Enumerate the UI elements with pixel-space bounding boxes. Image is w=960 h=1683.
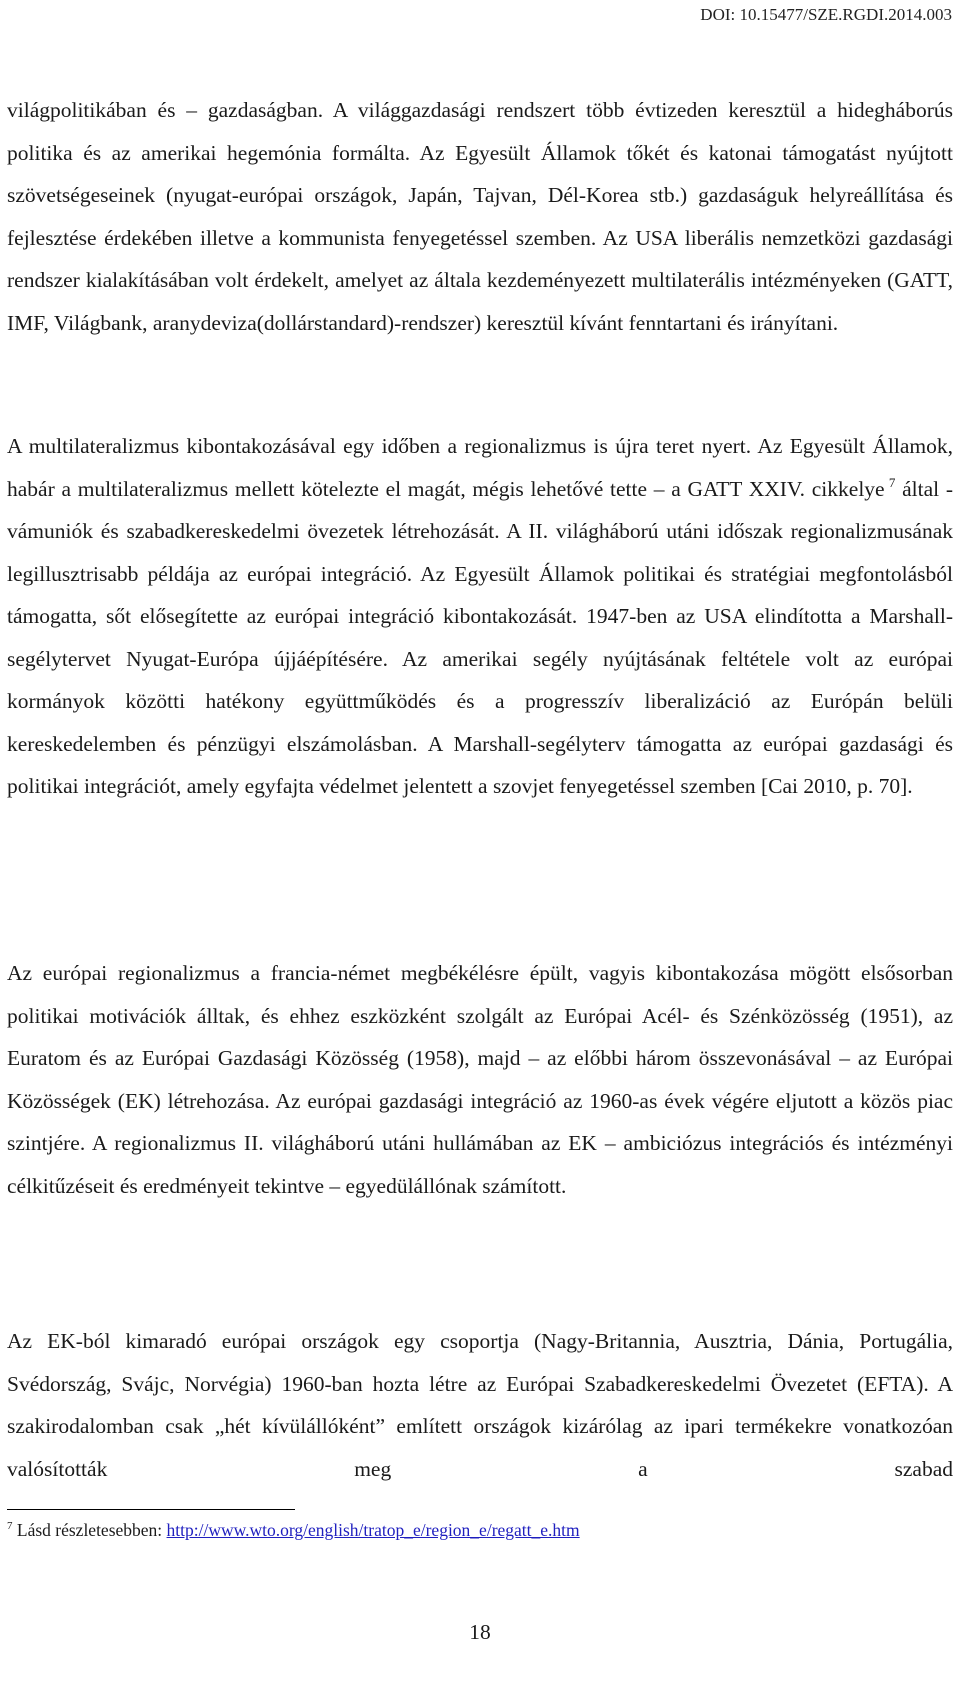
paragraph-1: világpolitikában és – gazdaságban. A világgazdasági rendszert több évtizeden keresztül a hidegháborús politika és az amerikai hegemónia formálta. Az Egyesült Államok tőkét és katonai támogatást nyújtott szövetségeseinek (nyugat-európai országok, Japán, Tajvan, Dél-Korea stb.) gazdaságuk helyreállítása és fejlesztése érdekében illetve a kommunista fenyegetéssel szemben. Az USA liberális nemzetközi gazdasági rendszer kialakításában volt érdekelt, amelyet az általa kezdeményezett multilaterális intézményeken (GATT, IMF, Világbank, aranydeviza(dollárstandard)-rendszer) keresztül kívánt fenntartani és irányítani.: [7, 98, 953, 335]
footnote-text: Lásd részletesebben:: [12, 1520, 167, 1540]
footnote-number: 7: [7, 1520, 13, 1532]
paragraph-2-text-b: által - vámuniók és szabadkereskedelmi övezetek létrehozását. A II. világháború utáni időszak regionalizmusának legillusztrisabb példája az európai integráció. Az Egyesült Államok politikai és stratégiai megfontolásból támogatta, sőt elősegítette az európai integráció kibontakozását. 1947-ben az USA elindította a Marshall-segélytervet Nyugat-Európa újjáépítésére. Az amerikai segély nyújtásának feltétele volt az európai kormányok közötti hatékony együttműködés és a progresszív liberalizáció az Európán belüli kereskedelemben és pénzügyi elszámolásban. A Marshall-segélyterv támogatta az európai gazdasági és politikai integrációt, amely egyfajta védelmet jelentett a szovjet fenyegetéssel szemben [Cai 2010, p. 70].: [7, 476, 953, 798]
paragraph-2: [7, 425, 953, 808]
footnote-separator: [7, 1509, 295, 1510]
footnote-link[interactable]: http://www.wto.org/english/tratop_e/region_e/regatt_e.htm: [166, 1520, 580, 1540]
footnote: [7, 1518, 953, 1542]
doi-header: DOI: 10.15477/SZE.RGDI.2014.003: [700, 5, 952, 24]
footnote-reference: 7: [888, 474, 896, 490]
paragraph-2-text-a: A multilateralizmus kibontakozásával egy időben a regionalizmus is újra teret nyert. Az Egyesült Államok, habár a multilateralizmus mellett kötelezte el magát, mégis lehetővé tette – a GATT XXIV. cikkelye: [7, 434, 953, 501]
paragraph-4: Az EK-ból kimaradó európai országok egy csoportja (Nagy-Britannia, Ausztria, Dánia, Portugália, Svédország, Svájc, Norvégia) 1960-ban hozta létre az Európai Szabadkereskedelmi Övezetet (EFTA). A szakirodalomban csak „hét kívülállóként” említett országok kizárólag az ipari termékekre vonatkozóan valósították meg a szabad: [7, 1329, 953, 1481]
page-number: 18: [469, 1620, 491, 1644]
paragraph-3: Az európai regionalizmus a francia-német megbékélésre épült, vagyis kibontakozása mögött elsősorban politikai motivációk álltak, és ehhez eszközként szolgált az Európai Acél- és Szénközösség (1951), az Euratom és az Európai Gazdasági Közösség (1958), majd – az előbbi három összevonásával – az Európai Közösségek (EK) létrehozása. Az európai gazdasági integráció az 1960-as évek végére eljutott a közös piac szintjére. A regionalizmus II. világháború utáni hullámában az EK – ambiciózus integrációs és intézményi célkitűzéseit és eredményeit tekintve – egyedülállónak számított.: [7, 961, 953, 1198]
